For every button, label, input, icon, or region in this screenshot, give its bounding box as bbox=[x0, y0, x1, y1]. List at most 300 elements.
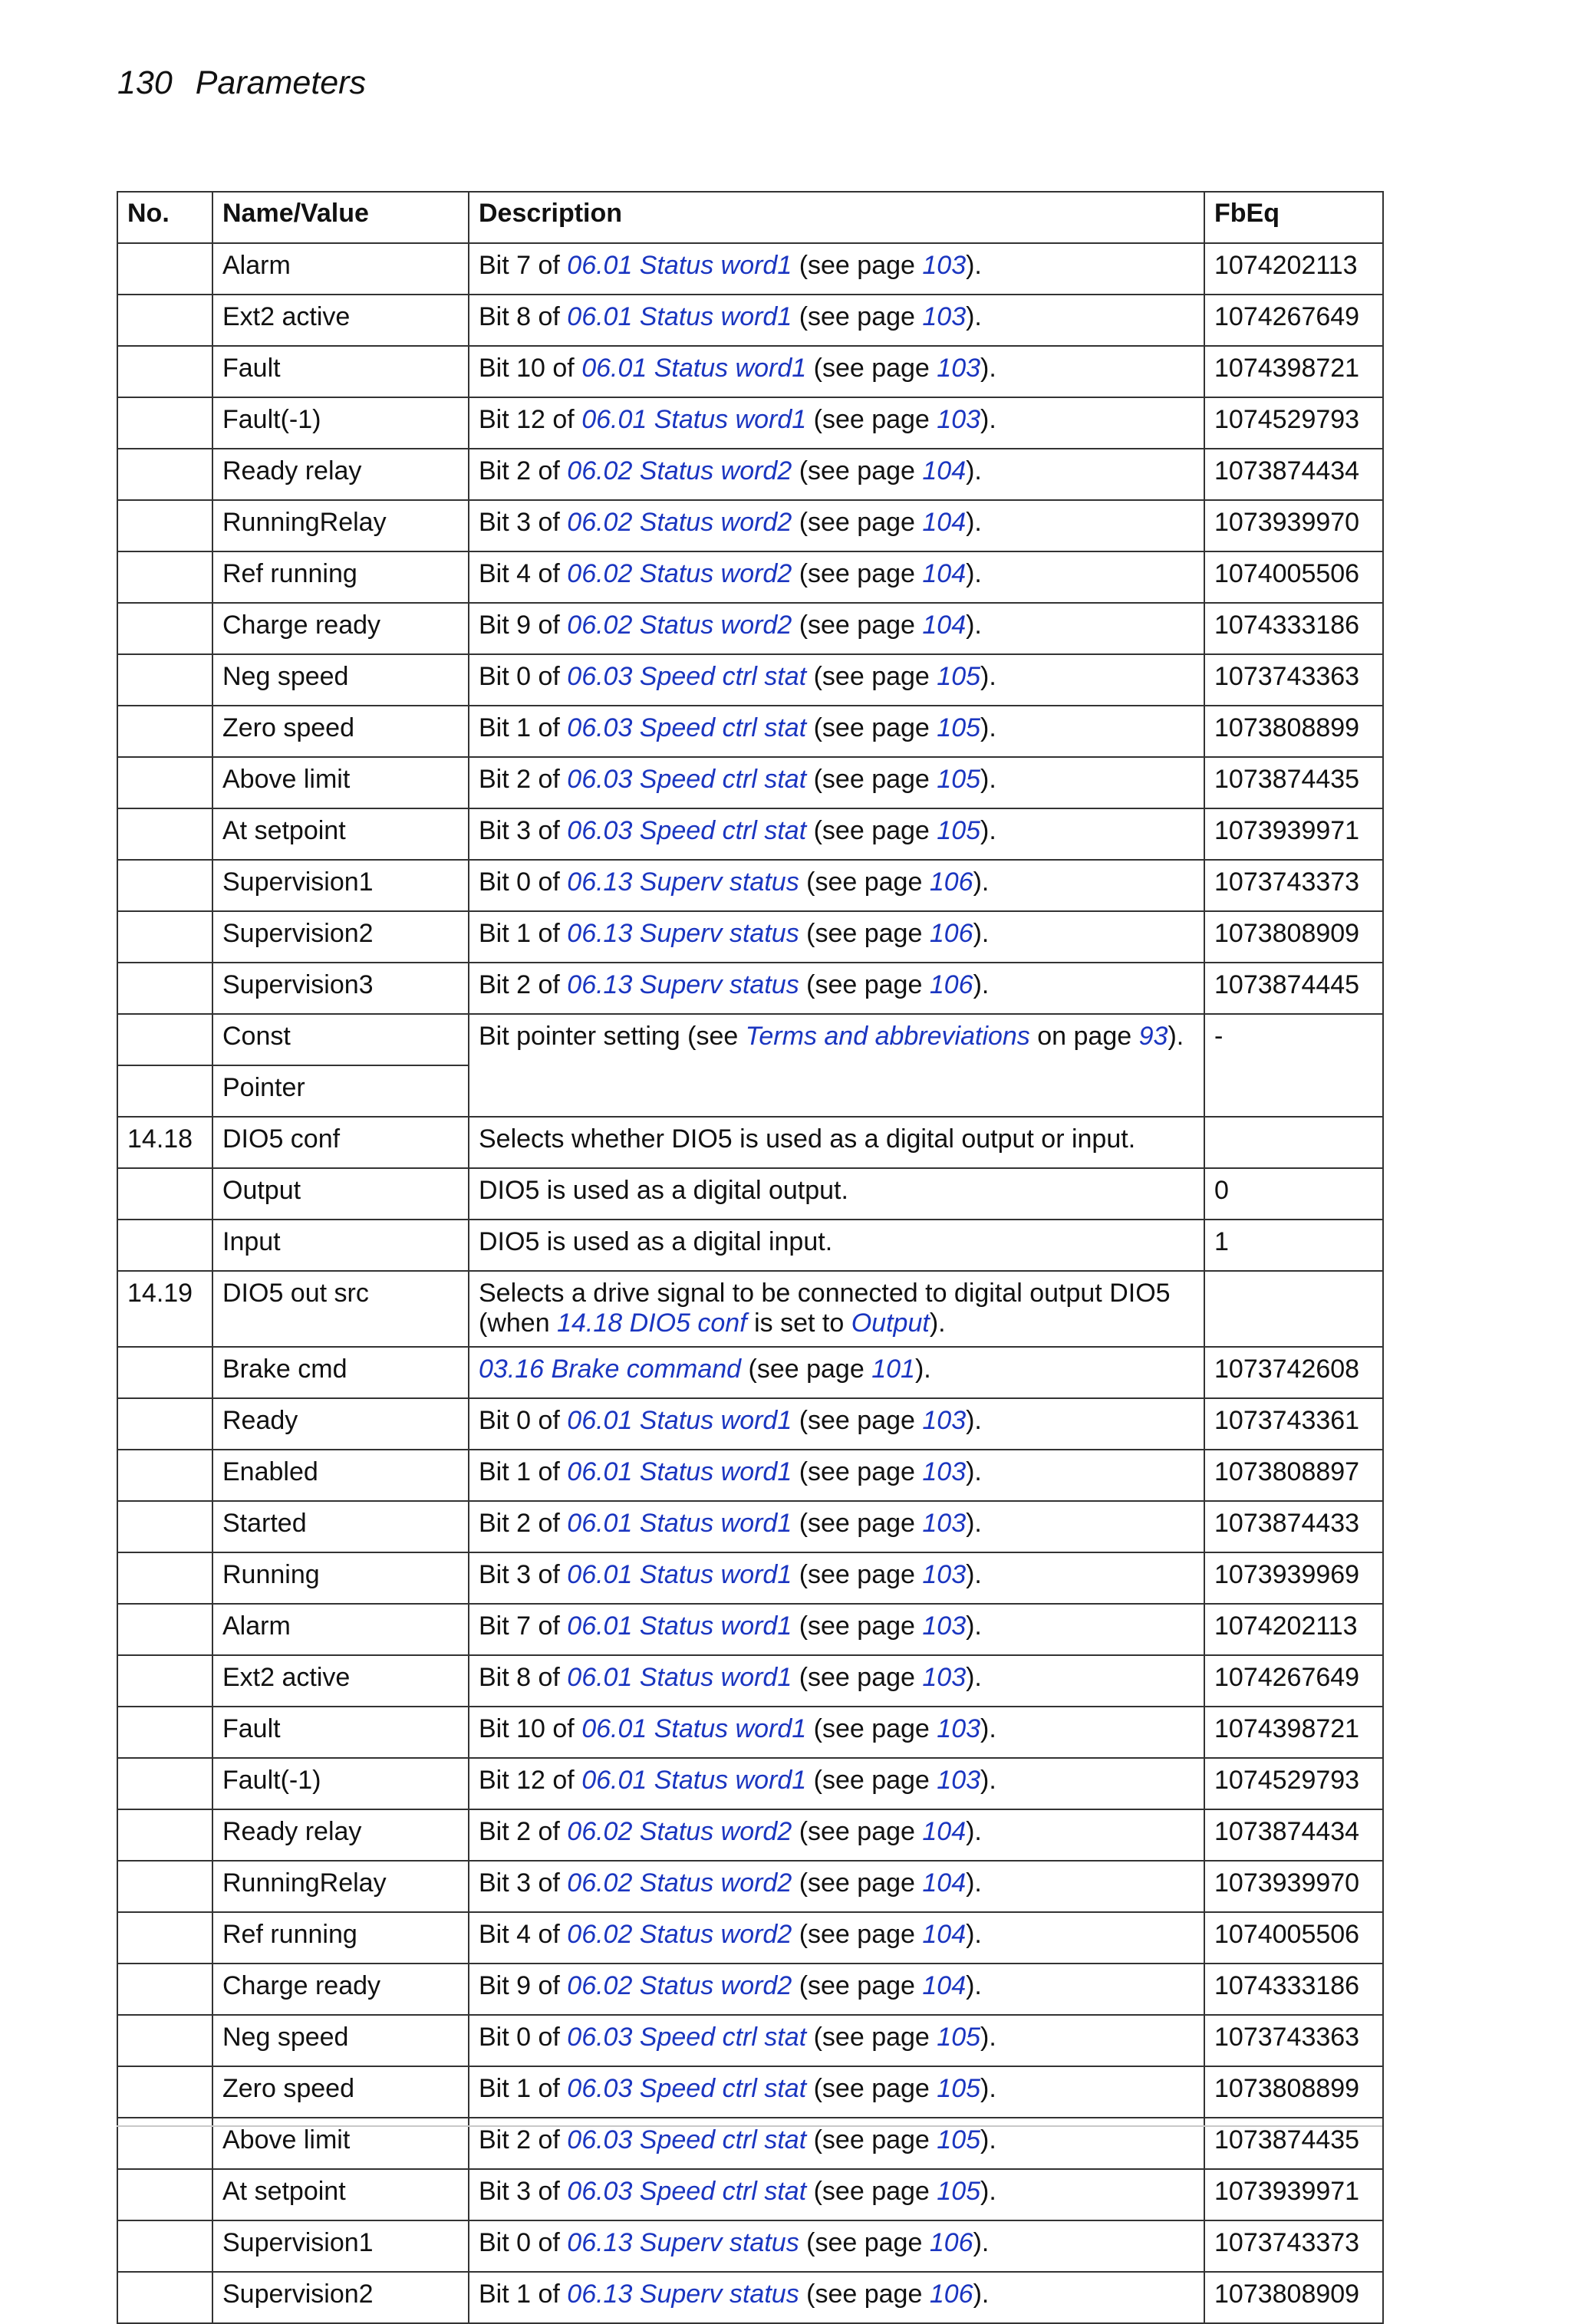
desc-text: (see page bbox=[792, 1663, 923, 1692]
desc-text: (see page bbox=[806, 1714, 937, 1743]
desc-text: ). bbox=[966, 251, 982, 280]
cell-no: 14.19 bbox=[117, 1271, 212, 1347]
page-link[interactable]: 101 bbox=[871, 1355, 915, 1384]
cell-name: Ready relay bbox=[212, 449, 469, 500]
desc-text: Bit 12 of bbox=[479, 1766, 582, 1795]
desc-text: Bit 0 of bbox=[479, 2228, 568, 2257]
desc-text: (see page bbox=[792, 456, 923, 486]
desc-text: Bit pointer setting (see bbox=[479, 1022, 746, 1051]
desc-text: Bit 2 of bbox=[479, 2125, 568, 2154]
page-link[interactable]: 106 bbox=[929, 2228, 973, 2257]
cell-no bbox=[117, 551, 212, 603]
cell-no bbox=[117, 1809, 212, 1861]
cell-description bbox=[469, 654, 1204, 706]
cell-description bbox=[469, 1809, 1204, 1861]
cell-name: DIO5 out src bbox=[212, 1271, 469, 1347]
desc-link[interactable]: 06.13 Superv status bbox=[567, 867, 799, 897]
desc-text: ). bbox=[980, 765, 996, 794]
desc-link[interactable]: 06.02 Status word2 bbox=[567, 611, 792, 640]
desc-text: Bit 0 of bbox=[479, 2023, 568, 2052]
cell-fbeq: 1073743373 bbox=[1204, 860, 1383, 911]
cell-description bbox=[469, 1347, 1204, 1398]
desc-text: ). bbox=[966, 456, 982, 486]
cell-name: Output bbox=[212, 1168, 469, 1220]
desc-text: is set to bbox=[746, 1308, 851, 1338]
desc-text: ). bbox=[966, 1817, 982, 1846]
desc-text: (see page bbox=[806, 662, 937, 691]
desc-text: ). bbox=[966, 1509, 982, 1538]
page-link[interactable]: 103 bbox=[937, 354, 981, 383]
cell-fbeq: 1074005506 bbox=[1204, 551, 1383, 603]
cell-description bbox=[469, 911, 1204, 963]
desc-text: (see page bbox=[792, 1509, 923, 1538]
desc-link[interactable]: 06.13 Superv status bbox=[567, 970, 799, 999]
table-row bbox=[117, 2169, 1383, 2220]
cell-description bbox=[469, 2015, 1204, 2066]
desc-text: (see page bbox=[792, 1406, 923, 1435]
cell-no bbox=[117, 2066, 212, 2118]
desc-link[interactable]: 06.02 Status word2 bbox=[567, 1868, 792, 1898]
desc-text: ). bbox=[966, 1457, 982, 1486]
cell-no bbox=[117, 706, 212, 757]
table-body-part-1 bbox=[117, 243, 1383, 1014]
cell-fbeq: 1073808899 bbox=[1204, 2066, 1383, 2118]
desc-text: Bit 4 of bbox=[479, 559, 568, 588]
page-link[interactable]: 104 bbox=[922, 611, 967, 640]
desc-link[interactable]: 06.02 Status word2 bbox=[567, 559, 792, 588]
desc-link[interactable]: 14.18 DIO5 conf bbox=[557, 1308, 747, 1338]
cell-no bbox=[117, 1707, 212, 1758]
cell-name: Supervision3 bbox=[212, 963, 469, 1014]
table-row bbox=[117, 2220, 1383, 2272]
cell-fbeq: 1074005506 bbox=[1204, 1912, 1383, 1964]
table-header-row bbox=[117, 192, 1383, 243]
desc-text: Bit 8 of bbox=[479, 1663, 568, 1692]
desc-text: Bit 7 of bbox=[479, 251, 568, 280]
cell-description bbox=[469, 1861, 1204, 1912]
desc-link[interactable]: 06.13 Superv status bbox=[567, 919, 799, 948]
cell-description bbox=[469, 295, 1204, 346]
cell-name: Supervision1 bbox=[212, 860, 469, 911]
cell-fbeq: 1073939971 bbox=[1204, 2169, 1383, 2220]
cell-no bbox=[117, 808, 212, 860]
desc-text: (see page bbox=[792, 1868, 923, 1898]
cell-fbeq: 1073743361 bbox=[1204, 1398, 1383, 1450]
cell-fbeq: 1073808899 bbox=[1204, 706, 1383, 757]
table-row bbox=[117, 963, 1383, 1014]
desc-text: Selects a drive signal to be connected to digital output DIO5 bbox=[479, 1279, 1171, 1308]
cell-name: Enabled bbox=[212, 1450, 469, 1501]
desc-text: Bit 10 of bbox=[479, 354, 582, 383]
footer-divider bbox=[117, 2125, 1382, 2127]
cell-name: Started bbox=[212, 1501, 469, 1552]
desc-text: ). bbox=[980, 816, 996, 845]
desc-link[interactable]: 06.01 Status word1 bbox=[567, 251, 792, 280]
desc-link[interactable]: 06.13 Superv status bbox=[567, 2280, 799, 2309]
desc-link[interactable]: 06.01 Status word1 bbox=[581, 405, 807, 434]
cell-description bbox=[469, 500, 1204, 551]
cell-no bbox=[117, 1655, 212, 1707]
cell-fbeq: 1074398721 bbox=[1204, 1707, 1383, 1758]
cell-no bbox=[117, 1450, 212, 1501]
cell-no bbox=[117, 1168, 212, 1220]
cell-description bbox=[469, 1552, 1204, 1604]
cell-description bbox=[469, 397, 1204, 449]
desc-text: Bit 3 of bbox=[479, 508, 568, 537]
page-link[interactable]: 105 bbox=[937, 2125, 981, 2154]
desc-link[interactable]: 06.02 Status word2 bbox=[567, 1817, 792, 1846]
table-row bbox=[117, 1604, 1383, 1655]
cell-description bbox=[469, 1271, 1204, 1347]
cell-description bbox=[469, 1398, 1204, 1450]
desc-text: (see page bbox=[792, 1920, 923, 1949]
cell-fbeq: 1074529793 bbox=[1204, 397, 1383, 449]
cell-description bbox=[469, 551, 1204, 603]
desc-text: Bit 2 of bbox=[479, 1817, 568, 1846]
desc-link[interactable]: 06.03 Speed ctrl stat bbox=[567, 2074, 807, 2103]
page-link[interactable]: 106 bbox=[929, 919, 973, 948]
desc-text: Bit 0 of bbox=[479, 662, 568, 691]
table-row bbox=[117, 1655, 1383, 1707]
cell-no bbox=[117, 346, 212, 397]
table-row bbox=[117, 1501, 1383, 1552]
desc-link[interactable]: 06.01 Status word1 bbox=[567, 1560, 792, 1589]
desc-link[interactable]: 06.01 Status word1 bbox=[567, 1406, 792, 1435]
desc-text: ). bbox=[914, 1355, 931, 1384]
page-link[interactable]: 106 bbox=[929, 867, 973, 897]
desc-text: (see page bbox=[806, 2023, 937, 2052]
cell-name: Running bbox=[212, 1552, 469, 1604]
desc-text: ). bbox=[966, 508, 982, 537]
cell-fbeq: 1074202113 bbox=[1204, 243, 1383, 295]
column-header-name-value: Name/Value bbox=[212, 192, 469, 243]
desc-link[interactable]: 06.02 Status word2 bbox=[567, 508, 792, 537]
cell-description bbox=[469, 963, 1204, 1014]
desc-link[interactable]: 06.03 Speed ctrl stat bbox=[567, 2125, 807, 2154]
table-row bbox=[117, 706, 1383, 757]
page-link[interactable]: 105 bbox=[937, 2074, 981, 2103]
table-row bbox=[117, 2272, 1383, 2323]
cell-no bbox=[117, 1398, 212, 1450]
desc-link[interactable]: 06.02 Status word2 bbox=[567, 1920, 792, 1949]
desc-text: (see page bbox=[792, 508, 923, 537]
desc-text: (see page bbox=[792, 611, 923, 640]
cell-description bbox=[469, 2272, 1204, 2323]
column-header-no: No. bbox=[117, 192, 212, 243]
page-link[interactable]: 104 bbox=[922, 456, 967, 486]
desc-text: ). bbox=[980, 1766, 996, 1795]
desc-link[interactable]: 06.03 Speed ctrl stat bbox=[567, 2177, 807, 2206]
cell-description bbox=[469, 2066, 1204, 2118]
table-row bbox=[117, 500, 1383, 551]
column-header-description: Description bbox=[469, 192, 1204, 243]
page-link[interactable]: 103 bbox=[922, 1663, 967, 1692]
cell-name: Ext2 active bbox=[212, 1655, 469, 1707]
cell-no bbox=[117, 243, 212, 295]
desc-text: ). bbox=[973, 2228, 990, 2257]
cell-fbeq bbox=[1204, 1117, 1383, 1168]
desc-link[interactable]: 06.03 Speed ctrl stat bbox=[567, 713, 807, 742]
desc-link[interactable]: 06.01 Status word1 bbox=[567, 1509, 792, 1538]
cell-no bbox=[117, 449, 212, 500]
cell-fbeq: 1073874433 bbox=[1204, 1501, 1383, 1552]
cell-name: Above limit bbox=[212, 2118, 469, 2169]
page-link[interactable]: 104 bbox=[922, 1920, 967, 1949]
table-row bbox=[117, 1809, 1383, 1861]
desc-text: Bit 1 of bbox=[479, 2280, 568, 2309]
cell-fbeq: 1073939970 bbox=[1204, 1861, 1383, 1912]
cell-description: Selects whether DIO5 is used as a digital output or input. bbox=[469, 1117, 1204, 1168]
page-link[interactable]: 106 bbox=[929, 970, 973, 999]
cell-fbeq: 1074333186 bbox=[1204, 603, 1383, 654]
page-link[interactable]: 105 bbox=[937, 2177, 981, 2206]
cell-description bbox=[469, 346, 1204, 397]
desc-text: ). bbox=[980, 1714, 996, 1743]
table-row bbox=[117, 2066, 1383, 2118]
cell-name: Supervision2 bbox=[212, 2272, 469, 2323]
desc-text: Bit 4 of bbox=[479, 1920, 568, 1949]
table-row bbox=[117, 243, 1383, 295]
page-link[interactable]: 105 bbox=[937, 816, 981, 845]
desc-text: Bit 3 of bbox=[479, 1560, 568, 1589]
table-row-dio5-out-src bbox=[117, 1271, 1383, 1347]
cell-name: Zero speed bbox=[212, 706, 469, 757]
cell-no bbox=[117, 963, 212, 1014]
desc-link[interactable]: 06.01 Status word1 bbox=[581, 1766, 807, 1795]
desc-text: Bit 9 of bbox=[479, 1971, 568, 2000]
page-link[interactable]: 103 bbox=[922, 1509, 967, 1538]
desc-text: Bit 0 of bbox=[479, 1406, 568, 1435]
desc-link[interactable]: 06.01 Status word1 bbox=[567, 1663, 792, 1692]
table-row bbox=[117, 1861, 1383, 1912]
table-row bbox=[117, 1912, 1383, 1964]
cell-fbeq: 1074398721 bbox=[1204, 346, 1383, 397]
cell-fbeq: 1073743363 bbox=[1204, 2015, 1383, 2066]
desc-link[interactable]: Output bbox=[851, 1308, 930, 1338]
desc-text: (see page bbox=[799, 919, 930, 948]
desc-link[interactable]: 06.03 Speed ctrl stat bbox=[567, 816, 807, 845]
desc-text: ). bbox=[980, 2125, 996, 2154]
cell-no bbox=[117, 603, 212, 654]
desc-link[interactable]: 06.01 Status word1 bbox=[567, 1457, 792, 1486]
cell-fbeq: 1073939970 bbox=[1204, 500, 1383, 551]
cell-no bbox=[117, 1861, 212, 1912]
desc-text: ). bbox=[973, 970, 990, 999]
table-row bbox=[117, 1707, 1383, 1758]
table-row bbox=[117, 1964, 1383, 2015]
cell-description bbox=[469, 1912, 1204, 1964]
desc-text: (see page bbox=[792, 1971, 923, 2000]
desc-text: ). bbox=[973, 2280, 990, 2309]
cell-no: 14.18 bbox=[117, 1117, 212, 1168]
cell-fbeq: 1073743373 bbox=[1204, 2220, 1383, 2272]
page-number: 130 bbox=[117, 64, 173, 101]
cell-name: Brake cmd bbox=[212, 1347, 469, 1398]
cell-no bbox=[117, 1964, 212, 2015]
desc-text: (see page bbox=[806, 1766, 937, 1795]
desc-text: Bit 2 of bbox=[479, 765, 568, 794]
table-row bbox=[117, 1347, 1383, 1398]
cell-fbeq: 1073939971 bbox=[1204, 808, 1383, 860]
page-link[interactable]: 103 bbox=[922, 1611, 967, 1641]
table-row bbox=[117, 551, 1383, 603]
cell-description bbox=[469, 1758, 1204, 1809]
desc-link[interactable]: 06.03 Speed ctrl stat bbox=[567, 662, 807, 691]
desc-link[interactable]: 06.01 Status word1 bbox=[581, 1714, 807, 1743]
desc-text: (see page bbox=[806, 354, 937, 383]
cell-fbeq: 1073874434 bbox=[1204, 449, 1383, 500]
desc-link[interactable]: 06.01 Status word1 bbox=[581, 354, 807, 383]
cell-description bbox=[469, 603, 1204, 654]
cell-fbeq: 1073874435 bbox=[1204, 757, 1383, 808]
cell-name: Ref running bbox=[212, 551, 469, 603]
cell-no bbox=[117, 1347, 212, 1398]
page-link[interactable]: 93 bbox=[1138, 1022, 1168, 1051]
desc-text: Bit 1 of bbox=[479, 919, 568, 948]
page-link[interactable]: 104 bbox=[922, 559, 967, 588]
table-row bbox=[117, 397, 1383, 449]
desc-text: Bit 2 of bbox=[479, 456, 568, 486]
cell-fbeq: 1073742608 bbox=[1204, 1347, 1383, 1398]
desc-text: ). bbox=[966, 1868, 982, 1898]
desc-link[interactable]: 06.02 Status word2 bbox=[567, 456, 792, 486]
desc-link[interactable]: 06.02 Status word2 bbox=[567, 1971, 792, 2000]
desc-link[interactable]: 06.03 Speed ctrl stat bbox=[567, 765, 807, 794]
cell-description: DIO5 is used as a digital input. bbox=[469, 1220, 1204, 1271]
desc-text: ). bbox=[980, 2074, 996, 2103]
cell-name: Zero speed bbox=[212, 2066, 469, 2118]
page-header bbox=[117, 64, 366, 102]
page-link[interactable]: 105 bbox=[937, 713, 981, 742]
cell-name: Const bbox=[212, 1014, 469, 1065]
desc-text: ). bbox=[980, 2177, 996, 2206]
column-header-fbeq: FbEq bbox=[1204, 192, 1383, 243]
cell-name: Ready bbox=[212, 1398, 469, 1450]
desc-text: (see page bbox=[806, 765, 937, 794]
desc-text: (when bbox=[479, 1308, 558, 1338]
page-link[interactable]: 105 bbox=[937, 662, 981, 691]
page-link[interactable]: 103 bbox=[937, 1766, 981, 1795]
page-link[interactable]: 104 bbox=[922, 1868, 967, 1898]
cell-name: Input bbox=[212, 1220, 469, 1271]
cell-no bbox=[117, 1552, 212, 1604]
desc-text: (see page bbox=[806, 405, 937, 434]
desc-link[interactable]: 06.01 Status word1 bbox=[567, 1611, 792, 1641]
page-link[interactable]: 103 bbox=[937, 405, 981, 434]
desc-text: (see page bbox=[792, 559, 923, 588]
desc-text: (see page bbox=[806, 2177, 937, 2206]
cell-name: Charge ready bbox=[212, 603, 469, 654]
table-row bbox=[117, 295, 1383, 346]
page-link[interactable]: 105 bbox=[937, 2023, 981, 2052]
cell-description bbox=[469, 2169, 1204, 2220]
cell-fbeq: 1074202113 bbox=[1204, 1604, 1383, 1655]
table-row bbox=[117, 346, 1383, 397]
table-row bbox=[117, 911, 1383, 963]
desc-text: (see page bbox=[799, 867, 930, 897]
desc-text: ). bbox=[966, 559, 982, 588]
page-link[interactable]: 103 bbox=[922, 251, 967, 280]
desc-link[interactable]: 06.01 Status word1 bbox=[567, 302, 792, 331]
cell-name: Above limit bbox=[212, 757, 469, 808]
cell-name: DIO5 conf bbox=[212, 1117, 469, 1168]
table-body-const bbox=[117, 1014, 1383, 1347]
page-link[interactable]: 103 bbox=[922, 1406, 967, 1435]
desc-link[interactable]: 06.03 Speed ctrl stat bbox=[567, 2023, 807, 2052]
table-row bbox=[117, 603, 1383, 654]
desc-text: Bit 1 of bbox=[479, 2074, 568, 2103]
table-row bbox=[117, 2015, 1383, 2066]
cell-fbeq: 1073939969 bbox=[1204, 1552, 1383, 1604]
cell-fbeq: 1073808909 bbox=[1204, 911, 1383, 963]
cell-name: Alarm bbox=[212, 243, 469, 295]
desc-text: on page bbox=[1029, 1022, 1139, 1051]
table-row bbox=[117, 1552, 1383, 1604]
desc-text: Bit 1 of bbox=[479, 1457, 568, 1486]
cell-no bbox=[117, 1220, 212, 1271]
table-row-output bbox=[117, 1168, 1383, 1220]
desc-text: ). bbox=[980, 405, 996, 434]
cell-fbeq: 1074267649 bbox=[1204, 1655, 1383, 1707]
cell-fbeq: 1074267649 bbox=[1204, 295, 1383, 346]
page-link[interactable]: 104 bbox=[922, 1971, 967, 2000]
desc-text: (see page bbox=[792, 251, 923, 280]
cell-fbeq: 1073808909 bbox=[1204, 2272, 1383, 2323]
cell-fbeq: 1073808897 bbox=[1204, 1450, 1383, 1501]
desc-text: ). bbox=[980, 354, 996, 383]
desc-text: (see page bbox=[799, 970, 930, 999]
desc-text: Bit 3 of bbox=[479, 816, 568, 845]
table-row bbox=[117, 1758, 1383, 1809]
cell-no bbox=[117, 2015, 212, 2066]
cell-name: Ext2 active bbox=[212, 295, 469, 346]
cell-description bbox=[469, 860, 1204, 911]
cell-no bbox=[117, 1065, 212, 1117]
page-link[interactable]: 103 bbox=[922, 1560, 967, 1589]
desc-link[interactable]: 03.16 Brake command bbox=[479, 1355, 742, 1384]
cell-description bbox=[469, 1964, 1204, 2015]
desc-text: Bit 0 of bbox=[479, 867, 568, 897]
cell-fbeq: - bbox=[1204, 1014, 1383, 1117]
cell-no bbox=[117, 1604, 212, 1655]
cell-fbeq: 1073743363 bbox=[1204, 654, 1383, 706]
desc-link[interactable]: 06.13 Superv status bbox=[567, 2228, 799, 2257]
cell-description bbox=[469, 1014, 1204, 1117]
page-link[interactable]: 103 bbox=[922, 302, 967, 331]
page-link[interactable]: 106 bbox=[929, 2280, 973, 2309]
cell-name: Charge ready bbox=[212, 1964, 469, 2015]
desc-text: Bit 3 of bbox=[479, 2177, 568, 2206]
cell-name: Neg speed bbox=[212, 654, 469, 706]
cell-no bbox=[117, 757, 212, 808]
cell-description bbox=[469, 1501, 1204, 1552]
page-link[interactable]: 104 bbox=[922, 1817, 967, 1846]
cell-name: Fault bbox=[212, 1707, 469, 1758]
cell-name: At setpoint bbox=[212, 2169, 469, 2220]
cell-description: DIO5 is used as a digital output. bbox=[469, 1168, 1204, 1220]
cell-fbeq: 1073874445 bbox=[1204, 963, 1383, 1014]
page-link[interactable]: 104 bbox=[922, 508, 967, 537]
page-link[interactable]: 103 bbox=[922, 1457, 967, 1486]
page-link[interactable]: 103 bbox=[937, 1714, 981, 1743]
cell-name: Ready relay bbox=[212, 1809, 469, 1861]
table-row-dio5-conf bbox=[117, 1117, 1383, 1168]
table-row-const bbox=[117, 1014, 1383, 1065]
page-link[interactable]: 105 bbox=[937, 765, 981, 794]
desc-text: ). bbox=[966, 1920, 982, 1949]
desc-link[interactable]: Terms and abbreviations bbox=[745, 1022, 1030, 1051]
desc-text: Bit 2 of bbox=[479, 1509, 568, 1538]
